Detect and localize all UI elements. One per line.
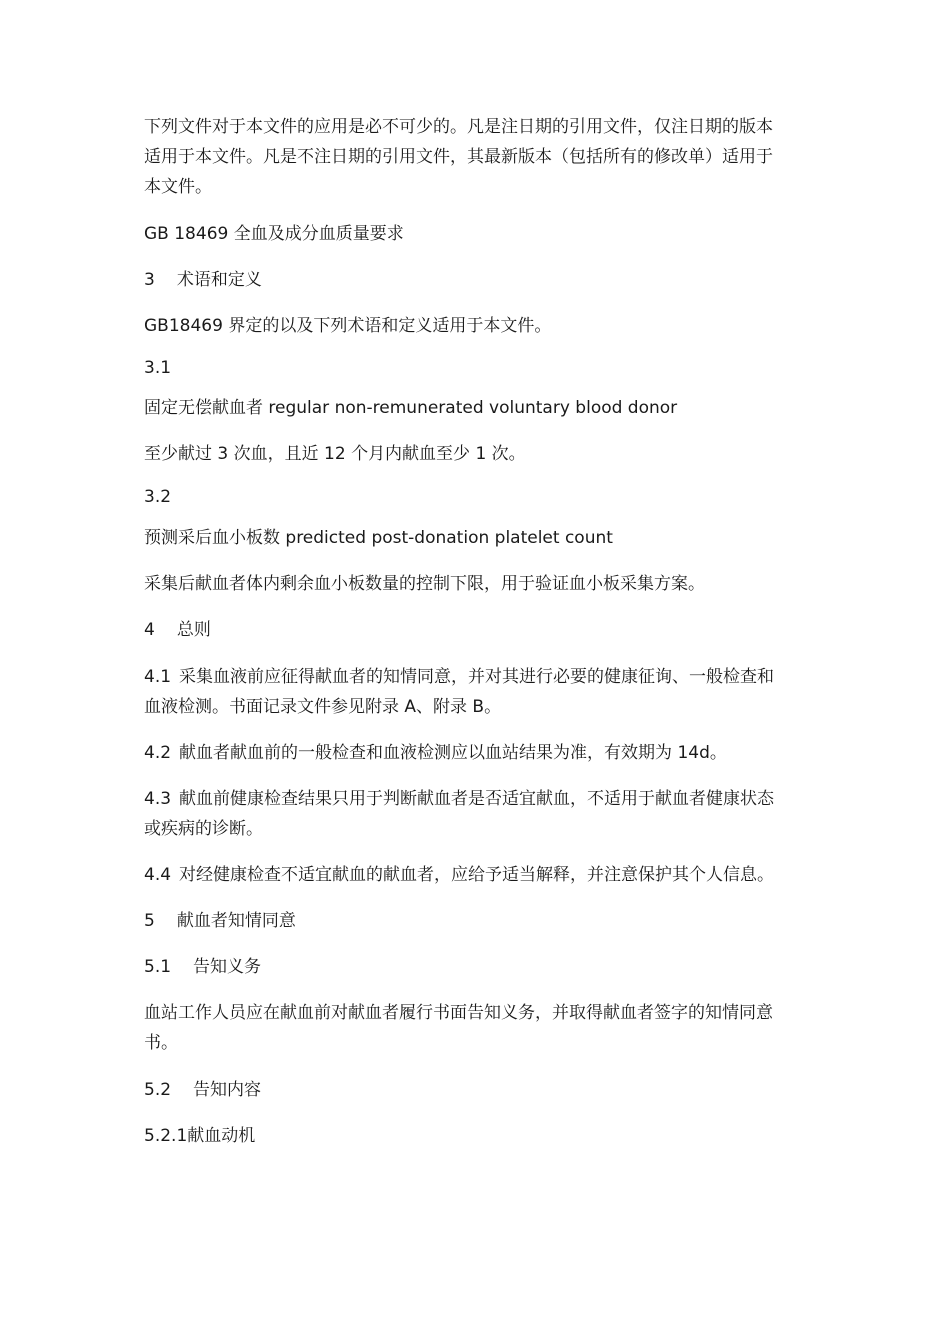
section-3-title: 术语和定义 xyxy=(176,270,262,290)
clause-5-1-number: 5.1 xyxy=(144,957,172,977)
intro-paragraph xyxy=(144,112,800,202)
clause-5-2-1-heading xyxy=(144,1121,800,1151)
section-3-intro: GB18469 界定的以及下列术语和定义适用于本文件。 xyxy=(144,316,552,336)
clause-4-4-number: 4.4 xyxy=(144,865,172,885)
clause-4-1 xyxy=(144,662,800,722)
reference-gb18469: GB 18469 全血及成分血质量要求 xyxy=(144,224,404,244)
clause-4-2-number: 4.2 xyxy=(144,743,172,763)
intro-line-2: 适用于本文件。凡是不注日期的引用文件，其最新版本（包括所有的修改单）适用于 xyxy=(144,147,773,167)
clause-5-2-title: 告知内容 xyxy=(193,1080,262,1100)
section-5-heading xyxy=(144,906,800,936)
section-5-title: 献血者知情同意 xyxy=(176,911,296,931)
clause-5-1-heading xyxy=(144,952,800,982)
clause-4-3 xyxy=(144,784,800,844)
section-3-number: 3 xyxy=(144,270,155,290)
term-3-1-definition: 至少献过 3 次血，且近 12 个月内献血至少 1 次。 xyxy=(144,444,526,464)
term-3-2-definition: 采集后献血者体内剩余血小板数量的控制下限，用于验证血小板采集方案。 xyxy=(144,574,705,594)
section-4-number: 4 xyxy=(144,620,155,640)
clause-5-2-heading xyxy=(144,1075,800,1105)
clause-4-3-line-1: 献血前健康检查结果只用于判断献血者是否适宜献血，不适用于献血者健康状态 xyxy=(179,789,775,809)
section-4-heading xyxy=(144,615,800,645)
clause-5-2-1-title: 献血动机 xyxy=(187,1126,256,1146)
clause-4-1-line-2: 血液检测。书面记录文件参见附录 A、附录 B。 xyxy=(144,697,502,717)
section-4-title: 总则 xyxy=(176,620,211,640)
clause-5-1-line-1: 血站工作人员应在献血前对献血者履行书面告知义务，并取得献血者签字的知情同意 xyxy=(144,1003,773,1023)
clause-4-2-text: 献血者献血前的一般检查和血液检测应以血站结果为准，有效期为 14d。 xyxy=(179,743,727,763)
clause-4-3-number: 4.3 xyxy=(144,789,172,809)
clause-4-4 xyxy=(144,860,800,890)
clause-5-1-body xyxy=(144,998,800,1058)
clause-5-2-number: 5.2 xyxy=(144,1080,172,1100)
clause-5-1-title: 告知义务 xyxy=(193,957,262,977)
intro-line-3: 本文件。 xyxy=(144,177,212,197)
clause-5-2-1-number: 5.2.1 xyxy=(144,1126,188,1146)
clause-4-2 xyxy=(144,738,800,768)
term-3-2-title: 预测采后血小板数 predicted post-donation platelet count xyxy=(144,528,613,548)
section-3-heading xyxy=(144,265,800,295)
clause-4-3-line-2: 或疾病的诊断。 xyxy=(144,819,263,839)
intro-line-1: 下列文件对于本文件的应用是必不可少的。凡是注日期的引用文件，仅注日期的版本 xyxy=(144,117,773,137)
term-3-1-number: 3.1 xyxy=(144,358,172,378)
clause-4-1-line-1: 采集血液前应征得献血者的知情同意，并对其进行必要的健康征询、一般检查和 xyxy=(179,667,775,687)
term-3-2-number: 3.2 xyxy=(144,487,172,507)
clause-5-1-line-2: 书。 xyxy=(144,1033,178,1053)
clause-4-1-number: 4.1 xyxy=(144,667,172,687)
term-3-1-title: 固定无偿献血者 regular non-remunerated voluntary blood donor xyxy=(144,398,678,418)
clause-4-4-text: 对经健康检查不适宜献血的献血者，应给予适当解释，并注意保护其个人信息。 xyxy=(179,865,775,885)
section-5-number: 5 xyxy=(144,911,155,931)
